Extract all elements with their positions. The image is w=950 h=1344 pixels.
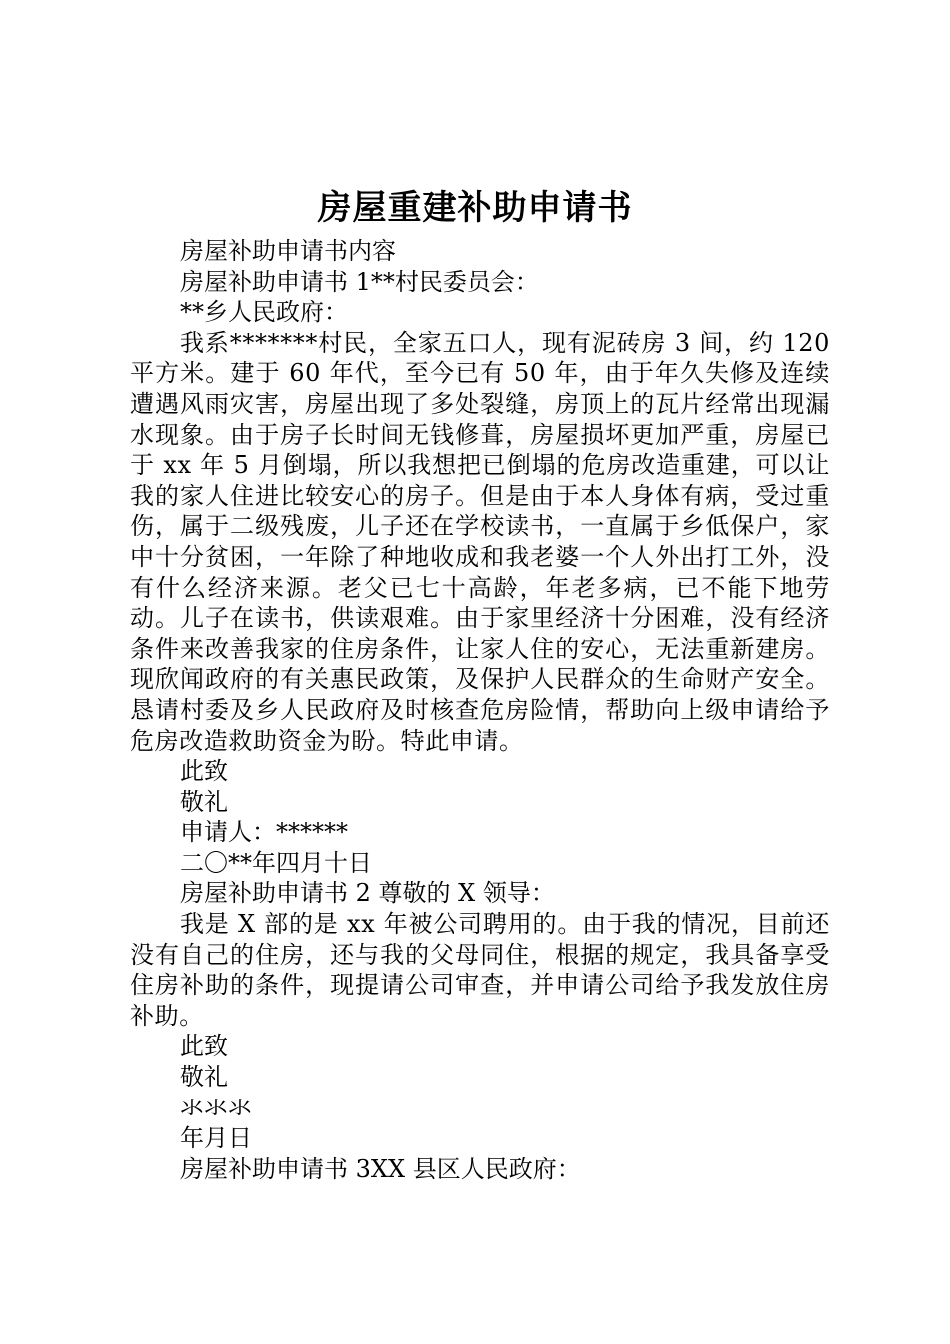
document-title: 房屋重建补助申请书 — [317, 188, 633, 228]
letter1-recipient-village: 房屋补助申请书 1**村民委员会： — [180, 267, 539, 296]
letter1-body: 我系*******村民，全家五口人，现有泥砖房 3 间，约 120 平方米。建于 60 年代，至今已有 50 年，由于年久失修及连续遭遇风雨灾害，房屋出现了多处裂缝，房顶上的瓦片经常出现漏水现象。由于房子长时间无钱修葺，房屋损坏更加严重，房屋已于 xx 年 5 月倒塌，所以我想把已倒塌的危房改造重建，可以让我的家人住进比较安心的房子。但是由于本人身体有病，受过重伤，属于二级残废，儿子还在学校读书，一直属于乡低保户，家中十分贫困，一年除了种地收成和我老婆一个人外出打工外，没有什么经济来源。老父已七十高龄，年老多病，已不能下地劳动。儿子在读书，供读艰难。由于家里经济十分困难，没有经济条件来改善我家的住房条件，让家人住的安心，无法重新建房。现欣闻政府的有关惠民政策，及保护人民群众的生命财产安全。恳请村委及乡人民政府及时核查危房险情，帮助向上级申请给予危房改造救助资金为盼。特此申请。 — [130, 328, 830, 755]
letter1-closing-jingli: 敬礼 — [180, 787, 228, 816]
document-body — [130, 236, 830, 1184]
letter1-date: 二〇**年四月十日 — [180, 848, 372, 877]
letter2-closing-cizhi: 此致 — [180, 1032, 228, 1061]
letter3-heading: 房屋补助申请书 3XX 县区人民政府： — [180, 1154, 581, 1183]
letter1-applicant: 申请人：****** — [180, 818, 348, 847]
letter2-body: 我是 X 部的是 xx 年被公司聘用的。由于我的情况，目前还没有自己的住房，还与我的父母同住，根据的规定，我具备享受住房补助的条件，现提请公司审查，并申请公司给予我发放住房补助。 — [130, 910, 830, 1030]
letter2-closing-jingli: 敬礼 — [180, 1063, 228, 1092]
letter2-date: 年月日 — [180, 1124, 252, 1153]
letter2-heading: 房屋补助申请书 2 尊敬的 X 领导： — [180, 879, 555, 908]
letter1-recipient-township: **乡人民政府： — [180, 298, 348, 327]
letter2-signature: 氺氺氺 — [180, 1093, 252, 1122]
letter1-closing-cizhi: 此致 — [180, 757, 228, 786]
section-heading-contents: 房屋补助申请书内容 — [180, 237, 396, 265]
